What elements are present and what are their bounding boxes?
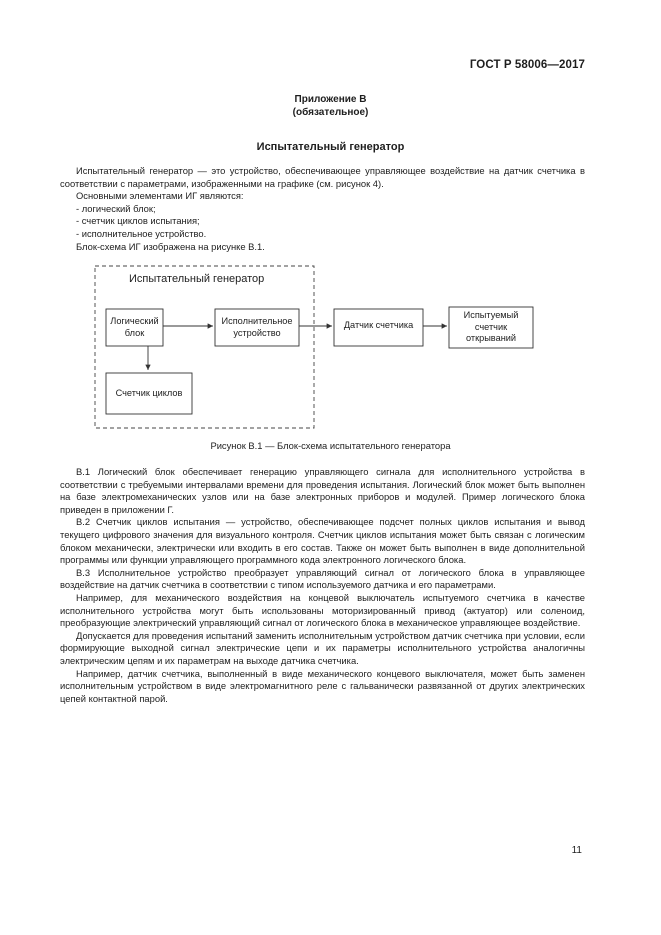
standard-number: ГОСТ Р 58006—2017 [469,59,585,71]
paragraph: Допускается для проведения испытаний заменить исполнительным устройством датчик счетчика при условии, если формирующие выходной сигнал электрические цепи и их параметры исполнительного устройства аналогичны электрическим цепям и их параметрам на выходе датчика счетчика. [60,629,585,666]
intro-list-lead: Основными элементами ИГ являются: [76,190,244,202]
intro-text [60,165,585,253]
appendix-subtitle: (обязательное) [292,107,369,118]
page-number: 11 [571,845,582,856]
list-item: - счетчик циклов испытания; [76,215,200,227]
actuator-label: Исполнительное устройство [221,316,293,338]
logic-block-label: Логический блок [110,316,159,338]
list-item: - исполнительное устройство. [76,227,207,239]
intro-paragraph: Испытательный генератор — это устройство, обеспечивающее управляющее воздействие на датчик счетчика в соответствии с параметрами, изображенными на графике (см. рисунок 4). [60,165,585,189]
generator-boundary [95,266,314,428]
main-text [60,466,585,705]
generator-label: Испытательный генератор [129,273,265,285]
sensor-label: Датчик счетчика [343,320,414,330]
paragraph: В.2 Счетчик циклов испытания — устройство, обеспечивающее подсчет полных циклов испытания и вывод текущего цифрового значения для визуального контроля. Счетчик циклов испытания может быть связан с логическим блоком механически, электрически или входить в его состав. Также он может быть выполнен в виде дополнительной программы или функции управляющего программного кода электронного логического блока. [60,516,585,566]
paragraph: Например, датчик счетчика, выполненный в виде механического концевого выключателя, может быть заменен исполнительным устройством в виде электромагнитного реле с гальванически развязанной от других электрических цепей контактной парой. [60,667,585,704]
figure-reference: Блок-схема ИГ изображена на рисунке В.1. [76,240,265,252]
figure-caption: Рисунок В.1 — Блок-схема испытательного генератора [210,440,451,451]
paragraph: В.3 Исполнительное устройство преобразует управляющий сигнал от логического блока в управляющее воздействие на датчик счетчика в соответствии с типом используемого датчика и его параметрами. [60,566,585,591]
paragraph: В.1 Логический блок обеспечивает генерацию управляющего сигнала для исполнительного устройства в соответствии с требуемыми интервалами времени для проведения испытания. Логический блок может быть выполнен на базе электромеханических узлов или на базе электронных приборов и модулей. Пример логического блока приведен в приложении Г. [60,466,585,515]
appendix-heading [0,93,661,119]
paragraph: Например, для механического воздействия на концевой выключатель испытуемого счетчика в качестве исполнительного устройства могут быть использованы моторизированный привод (актуатор) или соленоид, преобразующие электрический управляющий сигнал от логического блока в механическое управляющее воздействие. [60,591,585,629]
list-item: - логический блок; [76,202,156,214]
tested-counter-label: Испытуемый счетчик открываний [463,310,519,343]
section-title: Испытательный генератор [256,141,405,153]
counter-label: Счетчик циклов [115,388,183,398]
appendix-title: Приложение В [294,94,367,105]
